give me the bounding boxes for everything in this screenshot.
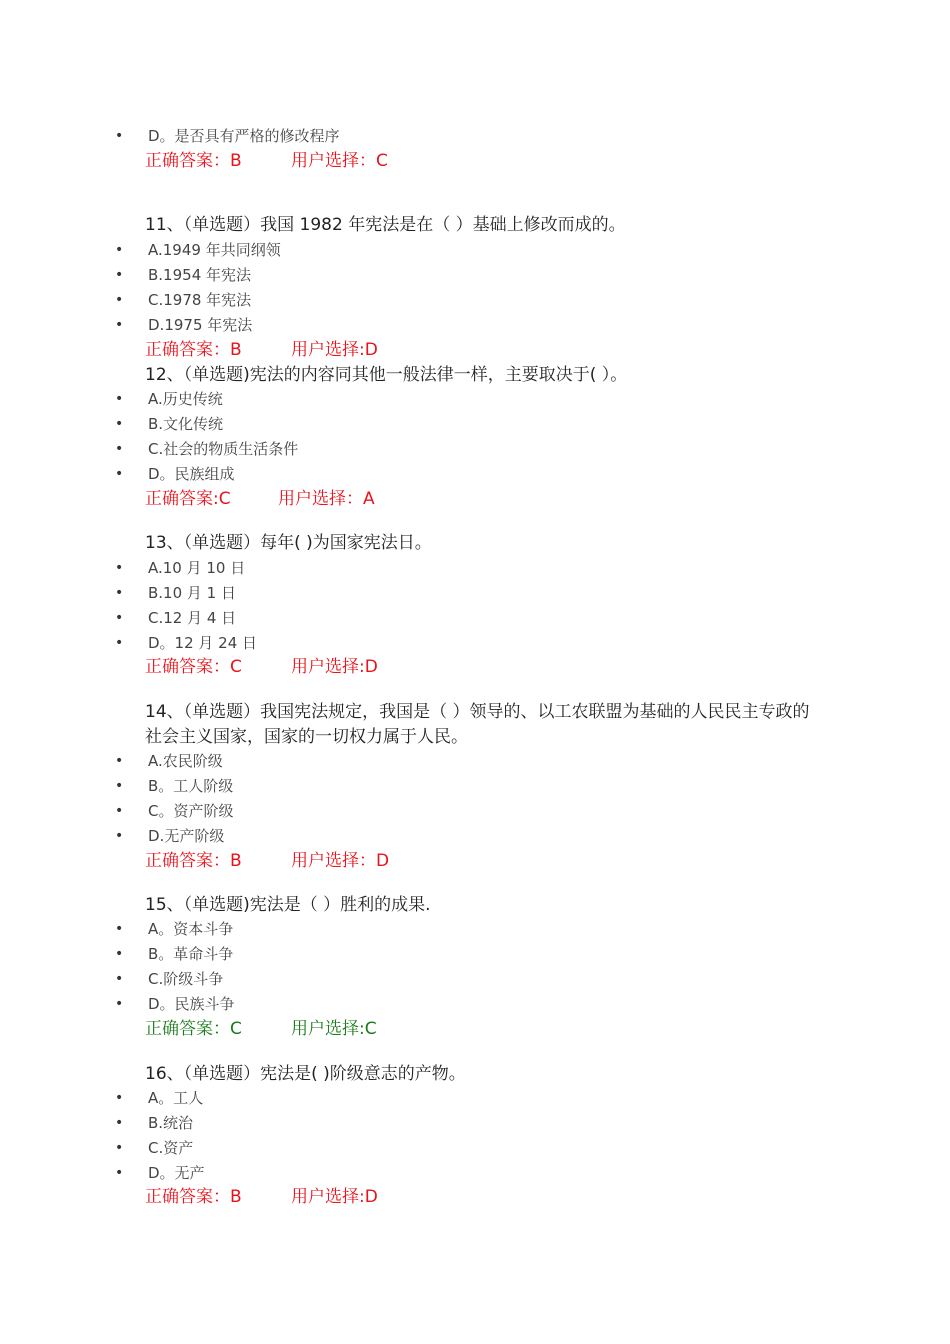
option-item: C.资产 <box>148 1139 194 1157</box>
question-title: 14、（单选题）我国宪法规定，我国是（ ）领导的、以工农联盟为基础的人民民主专政的社会主义国家，国家的一切权力属于人民。 <box>145 702 810 747</box>
bullet: • <box>115 996 124 1012</box>
user-choice: 用户选择:D <box>291 1187 378 1207</box>
option-item: A.1949 年共同纲领 <box>148 241 281 259</box>
bullet: • <box>115 1140 124 1156</box>
correct-answer: 正确答案：B <box>145 851 242 871</box>
option-item: A。资本斗争 <box>148 920 234 938</box>
answer-line <box>145 488 375 510</box>
option-item: D.1975 年宪法 <box>148 316 253 334</box>
option-item: C.社会的物质生活条件 <box>148 440 299 458</box>
option-item: C.12 月 4 日 <box>148 609 237 627</box>
answer-line <box>145 850 389 872</box>
option-item: C。资产阶级 <box>148 802 234 820</box>
option-item: B.10 月 1 日 <box>148 584 236 602</box>
bullet: • <box>115 585 124 601</box>
correct-answer: 正确答案：B <box>145 151 242 171</box>
option-item: A.10 月 10 日 <box>148 559 246 577</box>
bullet: • <box>115 416 124 432</box>
correct-answer: 正确答案：C <box>145 1019 242 1039</box>
option-item: D。是否具有严格的修改程序 <box>148 127 340 145</box>
bullet: • <box>115 1115 124 1131</box>
bullet: • <box>115 610 124 626</box>
user-choice: 用户选择：D <box>291 851 390 871</box>
option-item: A。工人 <box>148 1089 204 1107</box>
bullet: • <box>115 921 124 937</box>
bullet: • <box>115 128 124 144</box>
bullet: • <box>115 803 124 819</box>
option-item: D。民族斗争 <box>148 995 235 1013</box>
bullet: • <box>115 828 124 844</box>
question-title: 13、（单选题）每年( )为国家宪法日。 <box>145 533 432 553</box>
user-choice: 用户选择：A <box>278 489 375 509</box>
bullet: • <box>115 267 124 283</box>
answer-line <box>145 1018 377 1040</box>
option-item: C.阶级斗争 <box>148 970 224 988</box>
user-choice: 用户选择:C <box>291 1019 377 1039</box>
question-title: 15、（单选题)宪法是（ ）胜利的成果. <box>145 895 431 915</box>
bullet: • <box>115 753 124 769</box>
question-title: 12、（单选题)宪法的内容同其他一般法律一样，主要取决于( ）。 <box>145 365 628 385</box>
option-item: B.统治 <box>148 1114 194 1132</box>
bullet: • <box>115 441 124 457</box>
user-choice: 用户选择：C <box>291 151 388 171</box>
bullet: • <box>115 391 124 407</box>
bullet: • <box>115 292 124 308</box>
option-item: D。无产 <box>148 1164 205 1182</box>
option-item: B。革命斗争 <box>148 945 234 963</box>
option-item: A.农民阶级 <box>148 752 223 770</box>
bullet: • <box>115 242 124 258</box>
bullet: • <box>115 778 124 794</box>
question-title: 11、（单选题）我国 1982 年宪法是在（ ）基础上修改而成的。 <box>145 215 626 235</box>
answer-line <box>145 339 378 361</box>
bullet: • <box>115 971 124 987</box>
correct-answer: 正确答案：B <box>145 340 242 360</box>
bullet: • <box>115 946 124 962</box>
bullet: • <box>115 317 124 333</box>
option-item: C.1978 年宪法 <box>148 291 252 309</box>
bullet: • <box>115 1165 124 1181</box>
bullet: • <box>115 466 124 482</box>
bullet: • <box>115 1090 124 1106</box>
answer-line <box>145 656 378 678</box>
question-title: 16、（单选题）宪法是( )阶级意志的产物。 <box>145 1064 466 1084</box>
correct-answer: 正确答案:C <box>145 489 231 509</box>
answer-line <box>145 150 388 172</box>
option-item: A.历史传统 <box>148 390 223 408</box>
option-item: B。工人阶级 <box>148 777 234 795</box>
bullet: • <box>115 635 124 651</box>
option-item: B.1954 年宪法 <box>148 266 252 284</box>
answer-line <box>145 1186 378 1208</box>
option-item: D。12 月 24 日 <box>148 634 258 652</box>
correct-answer: 正确答案：C <box>145 657 242 677</box>
option-item: D。民族组成 <box>148 465 235 483</box>
option-item: B.文化传统 <box>148 415 224 433</box>
user-choice: 用户选择:D <box>291 657 378 677</box>
correct-answer: 正确答案：B <box>145 1187 242 1207</box>
user-choice: 用户选择:D <box>291 340 378 360</box>
bullet: • <box>115 560 124 576</box>
option-item: D.无产阶级 <box>148 827 225 845</box>
